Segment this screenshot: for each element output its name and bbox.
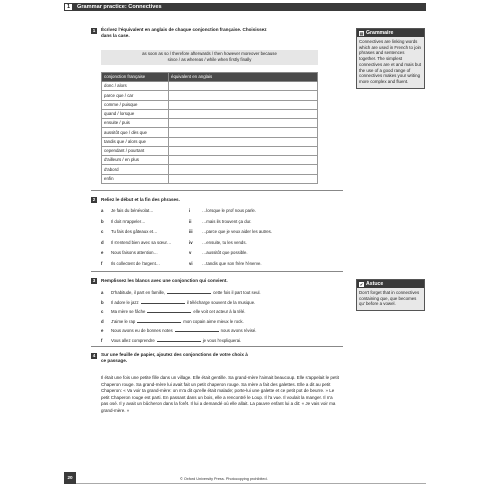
astuce-header xyxy=(357,280,424,288)
item-letter: f xyxy=(101,337,103,343)
english-answer-cell[interactable] xyxy=(169,156,318,165)
astuce-title: Astuce xyxy=(366,280,384,287)
table-row xyxy=(102,165,318,174)
item-text: …aussitôt que possible. xyxy=(202,250,248,255)
french-connective: enfin xyxy=(102,174,169,183)
exercise-4-instruction-line1: Sur une feuille de papier, ajoutez des conjonctions de votre choix à xyxy=(101,352,248,357)
blank-field[interactable] xyxy=(157,339,201,342)
item-letter: d xyxy=(101,239,104,245)
english-answer-cell[interactable] xyxy=(169,91,318,100)
english-answer-cell[interactable] xyxy=(169,100,318,109)
exercise-1-instruction xyxy=(101,27,351,39)
astuce-box xyxy=(356,279,425,311)
exercise-1-instruction-line2: dans la case. xyxy=(101,33,130,39)
copyright-notice: © Oxford University Press. Photocopying prohibited. xyxy=(180,477,268,481)
unit-header xyxy=(64,3,426,11)
exercise-1-instruction-line1: Écrivez l'équivalent en anglais de chaque conjonction française. Choisissez xyxy=(101,27,267,32)
item-text: Il s'entend bien avec sa sœur… xyxy=(111,239,172,245)
exercise-3-instruction: Remplissez les blancs avec une conjonction qui convient. xyxy=(101,278,228,283)
match-right-item xyxy=(189,229,319,234)
grammaire-body: Connectives are linking words which are used in French to join phrases and sentences together. The simplest connectives are et and mais but the use of a good range of connectives makes your writing more complex and fluent. xyxy=(357,37,424,88)
item-numeral: v xyxy=(189,250,192,255)
sentence-end: cette fois il part tout seul. xyxy=(213,290,261,295)
table-row xyxy=(102,91,318,100)
footer-line xyxy=(76,483,426,484)
grammaire-header xyxy=(357,29,424,37)
astuce-body: Don't forget that in connectives containing que, que becomes qu' before a vowel. xyxy=(357,288,424,310)
sentence-end: il télécharge souvent de la musique. xyxy=(186,299,256,305)
grammaire-box xyxy=(356,28,425,89)
sentence-end: je vous l'expliquerai. xyxy=(202,337,242,343)
item-numeral: vi xyxy=(189,260,193,266)
unit-number: 1 xyxy=(64,3,73,11)
english-answer-cell[interactable] xyxy=(169,128,318,137)
item-text: …tandis que son frère l'énerve. xyxy=(202,260,262,266)
match-left-item xyxy=(101,250,186,255)
table-row xyxy=(102,100,318,109)
item-letter: d xyxy=(101,318,104,324)
blank-field[interactable] xyxy=(137,320,181,323)
exercise-2-instruction: Reliez le début et la fin des phrases. xyxy=(101,197,180,202)
french-connective: tandis que / alors que xyxy=(102,137,169,146)
divider xyxy=(91,346,343,347)
sentence-start: Nous avons eu de bonnes notes xyxy=(111,328,173,333)
item-text: …mais ils trouvent ça dur. xyxy=(202,218,252,224)
sentence-start: Ma mère se fâche xyxy=(111,309,146,314)
match-left-item xyxy=(101,240,186,245)
table-row xyxy=(102,82,318,91)
french-connective: parce que / car xyxy=(102,91,169,100)
sentence-start: D'habitude, il part en famille, xyxy=(111,290,166,295)
item-letter: e xyxy=(101,250,104,255)
item-letter: a xyxy=(101,208,104,213)
match-left-item xyxy=(101,229,186,234)
english-answer-cell[interactable] xyxy=(169,146,318,155)
match-right-item xyxy=(189,240,319,245)
table-row xyxy=(102,109,318,118)
sentence-start: J'aime le rap xyxy=(111,318,136,324)
exercise-4-instruction-line2: ce passage. xyxy=(101,358,128,364)
match-left-item xyxy=(101,261,186,266)
exercise-3-number: 3 xyxy=(92,278,96,284)
unit-title: Grammar practice: Connectives xyxy=(77,3,162,10)
blank-field[interactable] xyxy=(141,301,185,304)
item-text: Je fais du bénévolat… xyxy=(111,208,154,213)
match-right-item xyxy=(189,250,319,255)
french-connective: comme / puisque xyxy=(102,100,169,109)
french-connective: quand / lorsque xyxy=(102,109,169,118)
blank-field[interactable] xyxy=(147,310,191,313)
divider xyxy=(91,190,343,191)
item-numeral: iii xyxy=(189,229,193,234)
sentence-end: mon copain aime mieux le rock. xyxy=(183,318,244,324)
item-text: Tu fais des gâteaux et… xyxy=(111,229,158,234)
match-right-item xyxy=(189,219,319,224)
item-letter: c xyxy=(101,229,104,234)
fill-blank-row xyxy=(101,290,341,295)
grammaire-title: Grammaire xyxy=(366,29,394,36)
word-bank-line2: since / as whereas / while when firstly finally xyxy=(167,57,252,63)
fill-blank-row xyxy=(101,338,341,343)
exercise-2-number: 2 xyxy=(92,197,96,203)
match-left-item xyxy=(101,208,186,213)
blank-field[interactable] xyxy=(167,291,211,294)
item-text: …parce que je veux aider les autres. xyxy=(202,229,272,234)
col-header-french: conjonction française xyxy=(102,73,169,82)
french-connective: cependant / pourtant xyxy=(102,146,169,155)
connectives-table xyxy=(101,72,318,184)
english-answer-cell[interactable] xyxy=(169,109,318,118)
word-bank-line1: as soon as so / therefore afterwards / then however moreover because xyxy=(142,51,277,56)
french-connective: d'ailleurs / en plus xyxy=(102,156,169,165)
sentence-start: Il adore le jazz xyxy=(111,299,139,305)
match-left-item xyxy=(101,219,186,224)
item-letter: b xyxy=(101,218,104,224)
page-number: 20 xyxy=(64,472,76,484)
item-text: …lorsque le prof nous parle. xyxy=(202,208,256,213)
exercise-1-number: 1 xyxy=(92,28,96,34)
table-row xyxy=(102,128,318,137)
divider xyxy=(91,271,343,272)
english-answer-cell[interactable] xyxy=(169,174,318,183)
french-connective: d'abord xyxy=(102,165,169,174)
english-answer-cell[interactable] xyxy=(169,137,318,146)
french-connective: aussitôt que / dès que xyxy=(102,128,169,137)
item-text: Nous faisons attention… xyxy=(111,250,158,255)
table-row xyxy=(102,146,318,155)
col-header-english: équivalent en anglais xyxy=(169,73,318,82)
fill-blank-row xyxy=(101,300,341,305)
english-answer-cell[interactable] xyxy=(169,165,318,174)
item-numeral: ii xyxy=(189,218,192,224)
exercise-4-number: 4 xyxy=(92,353,96,359)
sentence-end: elle voit cet acteur à la télé. xyxy=(193,309,246,314)
french-connective: ensuite / puis xyxy=(102,119,169,128)
sentence-end: nous avons révisé. xyxy=(220,328,257,333)
fill-blank-row xyxy=(101,319,341,324)
check-icon: ✔ xyxy=(359,281,364,287)
exercise-4-instruction xyxy=(101,352,351,364)
match-right-item xyxy=(189,261,319,266)
item-text: …ensuite, tu les vends. xyxy=(202,239,247,245)
sentence-start: Vous allez comprendre xyxy=(111,337,155,343)
fill-blank-row xyxy=(101,309,341,314)
english-answer-cell[interactable] xyxy=(169,82,318,91)
table-row xyxy=(102,119,318,128)
french-connective: donc / alors xyxy=(102,82,169,91)
item-letter: f xyxy=(101,260,103,266)
fill-blank-row xyxy=(101,328,341,333)
item-numeral: iv xyxy=(189,239,193,245)
item-text: Ils collectent de l'argent… xyxy=(111,260,161,266)
match-right-item xyxy=(189,208,319,213)
word-bank xyxy=(101,50,318,65)
item-letter: e xyxy=(101,328,104,333)
english-answer-cell[interactable] xyxy=(169,119,318,128)
table-row xyxy=(102,156,318,165)
item-letter: c xyxy=(101,309,104,314)
story-passage: Il était une fois une petite fille dans un village. Elle était gentille. Sa grand-mère l'aimait beaucoup. Elle s'appelait le petit Chaperon rouge. Sa grand-mère lui avait fait un petit chaperon rouge. Sa mère a fait des galettes. Elle a dit au petit Chaperon: « Va voir ta grand-mère: on m'a dit qu'elle était malade; porte-lui une galette et ce petit pot de beurre. » Le petit Chaperon rouge est parti. En passant dans un bois, elle a rencontré le Loup. Il l'a vue. Il voulait la manger. Il n'a pas osé. Il y avait un bûcheron dans la forêt. Il lui a demandé où elle allait. La pauvre enfant lui a dit: « Je vais voir ma grand-mère. » xyxy=(101,375,339,413)
blank-field[interactable] xyxy=(175,329,219,332)
table-row xyxy=(102,174,318,183)
item-letter: a xyxy=(101,290,104,295)
book-icon: ▤ xyxy=(359,30,364,36)
item-letter: b xyxy=(101,299,104,305)
item-text: Il doit m'appeler… xyxy=(111,218,146,224)
table-row xyxy=(102,137,318,146)
item-numeral: i xyxy=(189,208,191,213)
